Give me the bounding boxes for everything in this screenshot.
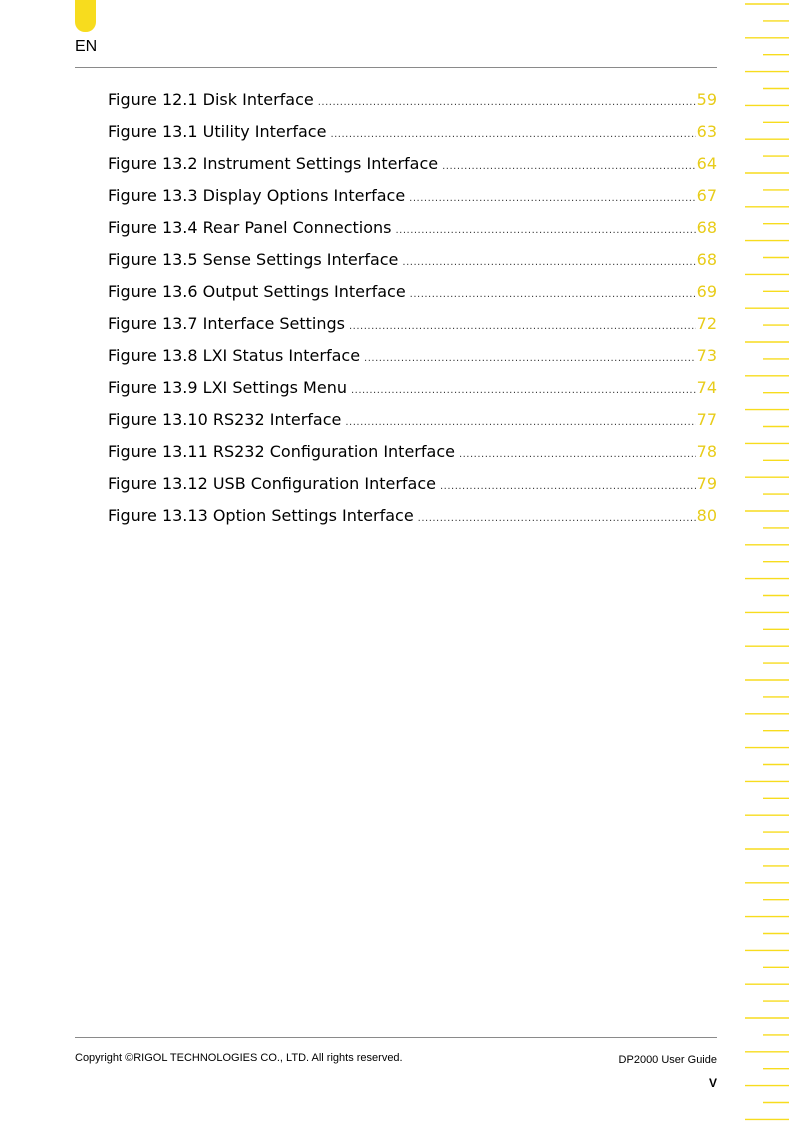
toc-entry-label: Figure 12.1 Disk Interface xyxy=(108,90,314,109)
toc-entry-label: Figure 13.2 Instrument Settings Interface xyxy=(108,154,439,173)
toc-dot-leader xyxy=(442,161,696,172)
toc-entry[interactable] xyxy=(108,154,717,186)
toc-page-link[interactable]: 64 xyxy=(696,154,717,173)
toc-dot-leader xyxy=(330,129,695,140)
toc-entry[interactable] xyxy=(108,250,717,282)
toc-page-link[interactable]: 73 xyxy=(696,346,717,365)
toc-page-link[interactable]: 78 xyxy=(696,442,717,461)
toc-entry[interactable] xyxy=(108,314,717,346)
toc-dot-leader xyxy=(364,353,696,364)
toc-entry[interactable] xyxy=(108,186,717,218)
language-tab-marker xyxy=(75,0,96,32)
toc-dot-leader xyxy=(351,385,696,396)
toc-dot-leader xyxy=(459,449,696,460)
toc-page-link[interactable]: 69 xyxy=(696,282,717,301)
toc-entry[interactable] xyxy=(108,410,717,442)
toc-entry-label: Figure 13.12 USB Configuration Interface xyxy=(108,474,436,493)
side-ruler-decoration xyxy=(745,0,793,1122)
toc-entry-label: Figure 13.1 Utility Interface xyxy=(108,122,327,141)
toc-entry-label: Figure 13.5 Sense Settings Interface xyxy=(108,250,399,269)
toc-page-link[interactable]: 74 xyxy=(696,378,717,397)
toc-entry-label: Figure 13.11 RS232 Configuration Interface xyxy=(108,442,455,461)
toc-dot-leader xyxy=(395,225,695,236)
toc-page-link[interactable]: 77 xyxy=(696,410,717,429)
copyright-notice: Copyright ©RIGOL TECHNOLOGIES CO., LTD. All rights reserved. xyxy=(75,1052,403,1064)
language-label: EN xyxy=(75,38,98,55)
toc-entry[interactable] xyxy=(108,506,717,538)
toc-page-link[interactable]: 80 xyxy=(696,506,717,525)
toc-page-link[interactable]: 79 xyxy=(696,474,717,493)
toc-dot-leader xyxy=(440,481,696,492)
toc-entry[interactable] xyxy=(108,474,717,506)
ruler-graphic xyxy=(745,0,793,1122)
toc-entry-label: Figure 13.9 LXI Settings Menu xyxy=(108,378,347,397)
toc-entry[interactable] xyxy=(108,378,717,410)
table-of-contents xyxy=(108,90,717,538)
toc-entry-label: Figure 13.7 Interface Settings xyxy=(108,314,345,333)
header-divider xyxy=(75,67,717,68)
toc-dot-leader xyxy=(345,417,695,428)
toc-dot-leader xyxy=(402,257,695,268)
toc-dot-leader xyxy=(410,289,696,300)
document-title: DP2000 User Guide xyxy=(618,1054,717,1066)
toc-entry-label: Figure 13.3 Display Options Interface xyxy=(108,186,406,205)
toc-dot-leader xyxy=(418,513,696,524)
toc-page-link[interactable]: 72 xyxy=(696,314,717,333)
toc-dot-leader xyxy=(349,321,696,332)
toc-page-link[interactable]: 67 xyxy=(696,186,717,205)
toc-entry[interactable] xyxy=(108,442,717,474)
toc-dot-leader xyxy=(318,97,696,108)
toc-page-link[interactable]: 59 xyxy=(696,90,717,109)
toc-page-link[interactable]: 68 xyxy=(696,218,717,237)
toc-page-link[interactable]: 68 xyxy=(696,250,717,269)
toc-entry-label: Figure 13.4 Rear Panel Connections xyxy=(108,218,392,237)
toc-entry[interactable] xyxy=(108,282,717,314)
footer-divider xyxy=(75,1037,717,1038)
toc-entry-label: Figure 13.6 Output Settings Interface xyxy=(108,282,406,301)
page-number: V xyxy=(708,1076,717,1090)
toc-entry[interactable] xyxy=(108,122,717,154)
toc-entry[interactable] xyxy=(108,218,717,250)
toc-entry[interactable] xyxy=(108,346,717,378)
toc-page-link[interactable]: 63 xyxy=(696,122,717,141)
toc-entry-label: Figure 13.13 Option Settings Interface xyxy=(108,506,414,525)
toc-entry-label: Figure 13.10 RS232 Interface xyxy=(108,410,342,429)
toc-entry-label: Figure 13.8 LXI Status Interface xyxy=(108,346,361,365)
toc-dot-leader xyxy=(409,193,695,204)
toc-entry[interactable] xyxy=(108,90,717,122)
